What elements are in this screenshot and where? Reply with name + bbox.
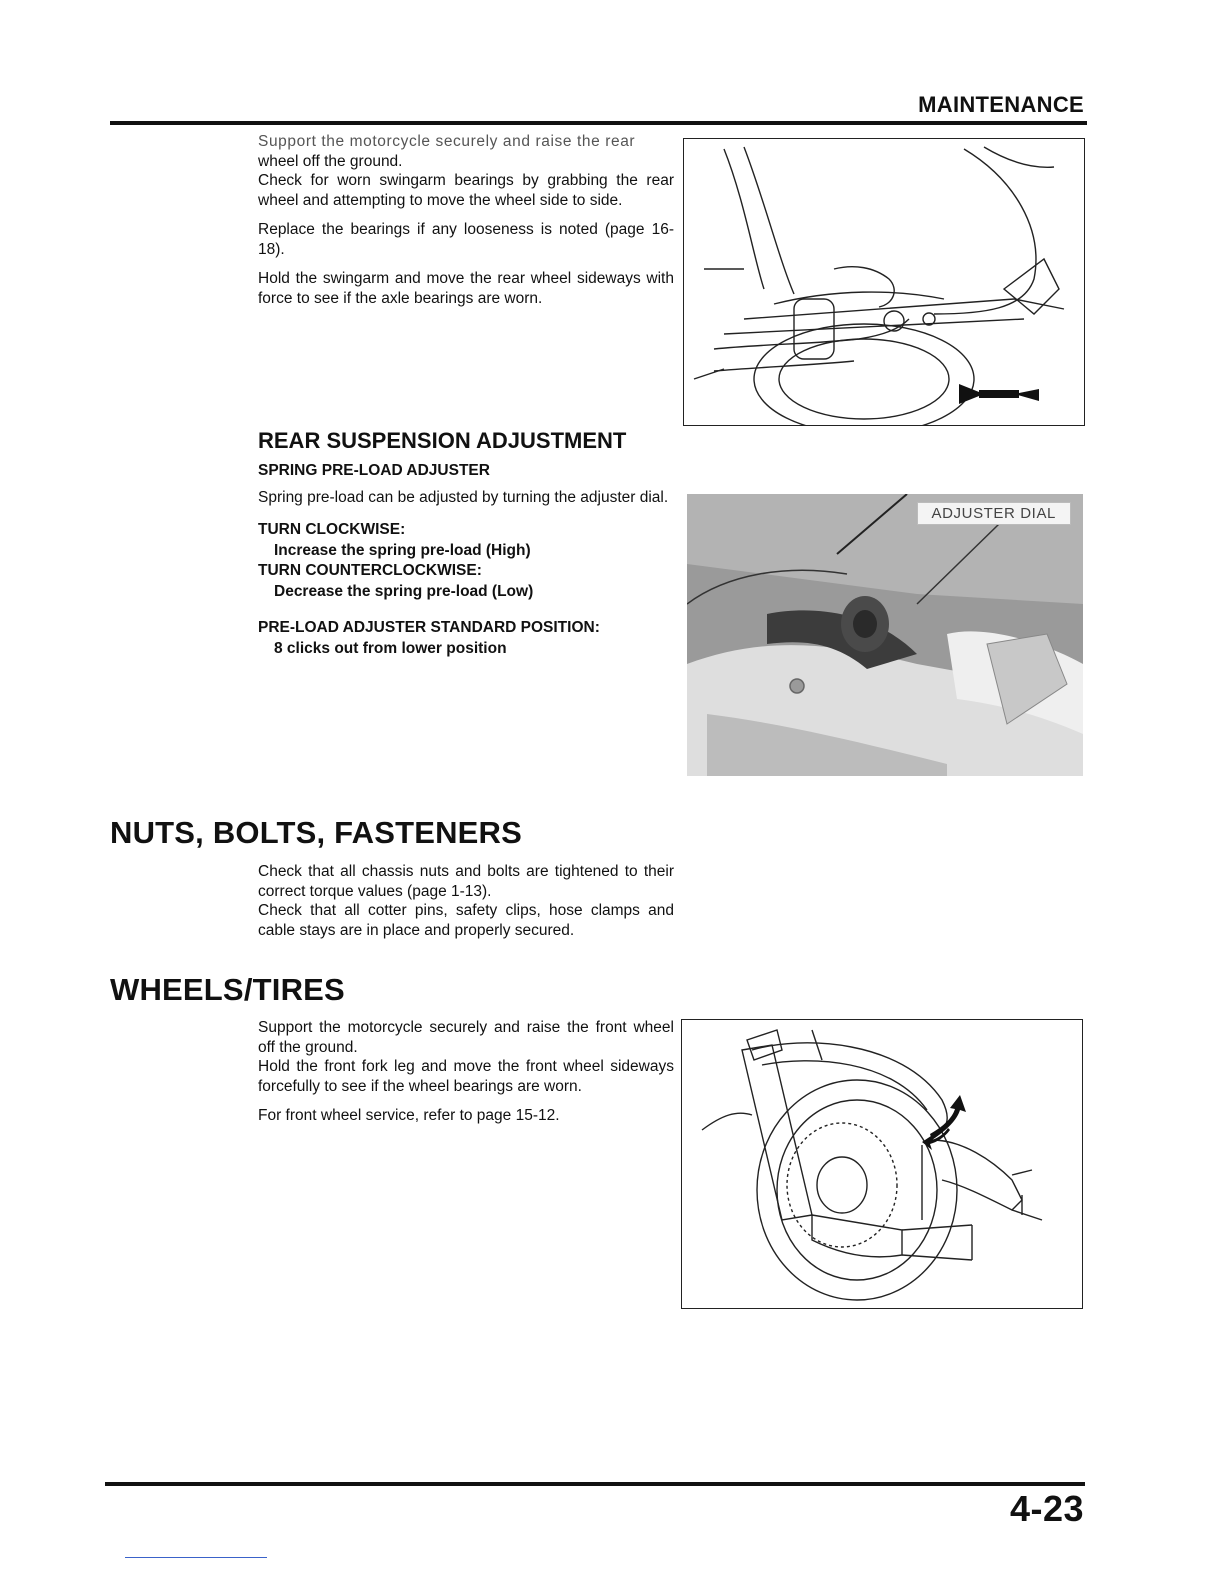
preload-adjuster-subheading: SPRING PRE-LOAD ADJUSTER — [258, 462, 490, 479]
counterclockwise-value: Decrease the spring pre-load (Low) — [274, 582, 534, 600]
wheels-tires-heading: WHEELS/TIRES — [110, 972, 345, 1007]
swingarm-para-1b: wheel off the ground. — [258, 152, 403, 170]
standard-position-label: PRE-LOAD ADJUSTER STANDARD POSITION: — [258, 618, 600, 636]
wheels-tires-para-1: Support the motorcycle securely and raise the front wheel off the ground. — [258, 1019, 674, 1056]
front-wheel-line-drawing — [682, 1020, 1082, 1308]
swingarm-instructions — [258, 132, 674, 318]
counterclockwise-label: TURN COUNTERCLOCKWISE: — [258, 561, 482, 579]
nuts-bolts-heading: NUTS, BOLTS, FASTENERS — [110, 815, 523, 850]
footer-link-underline[interactable] — [125, 1557, 267, 1558]
swingarm-para-4: Hold the swingarm and move the rear wheel sideways with force to see if the axle bearings are worn. — [258, 270, 674, 307]
standard-position-value: 8 clicks out from lower position — [274, 639, 507, 657]
adjuster-dial-callout: ADJUSTER DIAL — [917, 502, 1072, 525]
wheels-tires-para-3: For front wheel service, refer to page 15-12. — [258, 1107, 560, 1124]
adjuster-dial-photo — [687, 494, 1083, 776]
page-number: 4-23 — [1009, 1488, 1084, 1529]
adjuster-photo-drawing — [687, 494, 1083, 776]
front-wheel-check-illustration — [681, 1019, 1083, 1309]
section-title: MAINTENANCE — [918, 92, 1084, 117]
clockwise-value: Increase the spring pre-load (High) — [274, 541, 531, 559]
swingarm-line-drawing — [684, 139, 1084, 425]
rear-suspension-heading: REAR SUSPENSION ADJUSTMENT — [258, 428, 627, 453]
nuts-bolts-instructions — [258, 862, 674, 950]
swingarm-check-illustration — [683, 138, 1085, 426]
header-rule — [110, 121, 1087, 125]
swingarm-para-3: Replace the bearings if any looseness is noted (page 16-18). — [258, 221, 674, 258]
swingarm-para-2: Check for worn swingarm bearings by grabbing the rear wheel and attempting to move the wheel side to side. — [258, 172, 674, 209]
rear-suspension-section — [258, 428, 678, 659]
no-movement-symbol-icon — [959, 384, 1039, 404]
wheels-tires-para-2: Hold the front fork leg and move the front wheel sideways forcefully to see if the wheel bearings are worn. — [258, 1058, 674, 1095]
wheels-tires-instructions — [258, 1018, 674, 1136]
clockwise-label: TURN CLOCKWISE: — [258, 520, 406, 538]
nuts-bolts-para-2: Check that all cotter pins, safety clips, hose clamps and cable stays are in place and properly secured. — [258, 902, 674, 939]
footer-rule — [105, 1482, 1085, 1486]
nuts-bolts-para-1: Check that all chassis nuts and bolts are tightened to their correct torque values (page 1-13). — [258, 863, 674, 900]
preload-intro: Spring pre-load can be adjusted by turning the adjuster dial. — [258, 489, 669, 506]
swingarm-para-1a: Support the motorcycle securely and raise the rear — [258, 133, 636, 150]
